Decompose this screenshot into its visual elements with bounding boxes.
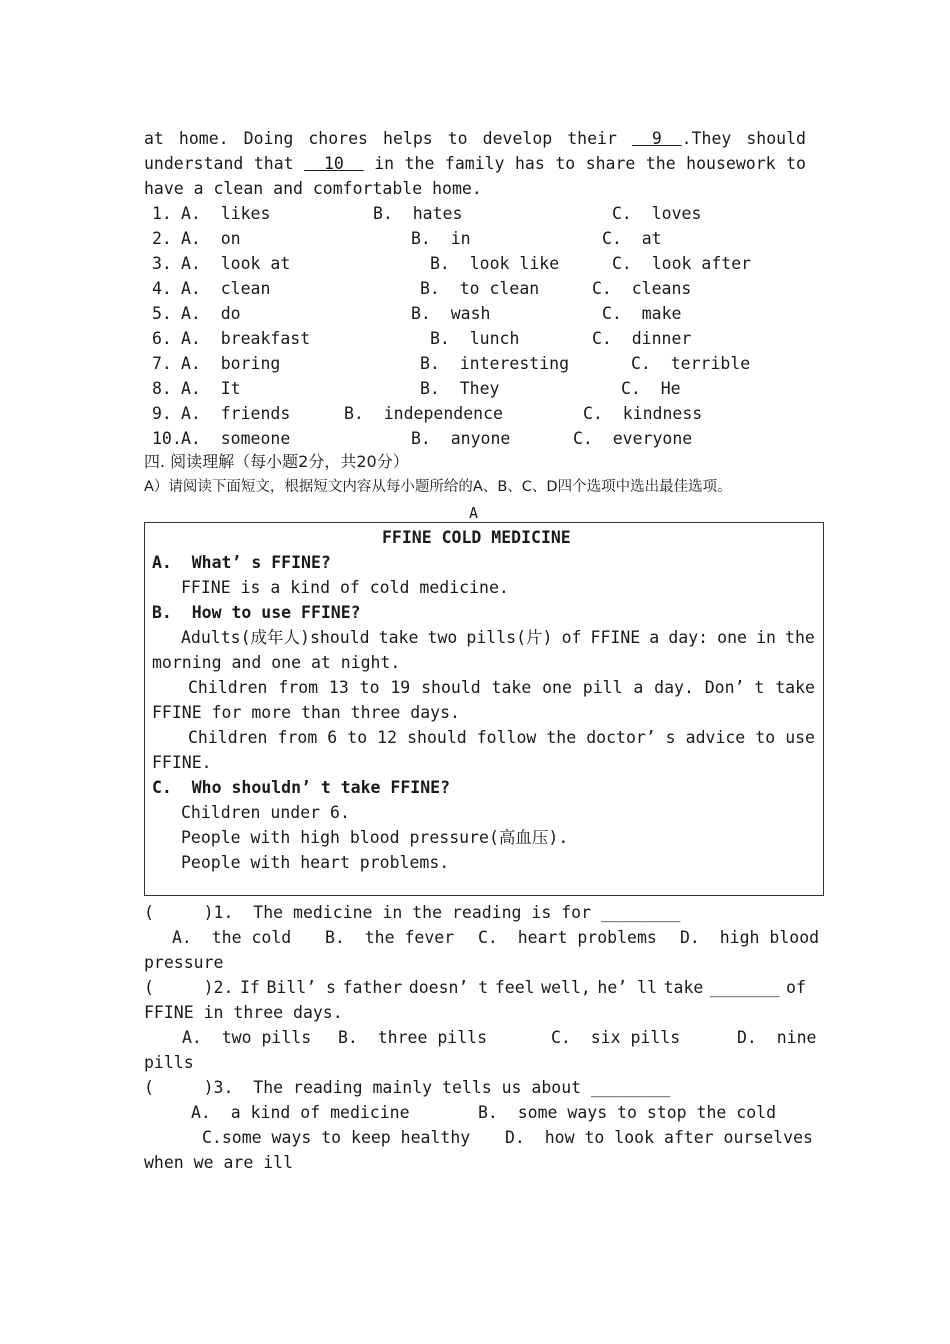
option-b[interactable]: B. wash	[411, 304, 491, 323]
restriction-children: Children under 6.	[181, 803, 350, 822]
option-c[interactable]: C. loves	[612, 204, 702, 223]
word: follow	[476, 728, 537, 747]
q3-option-a[interactable]: A. a kind of medicine	[191, 1103, 410, 1122]
q2-option-a[interactable]: A. two pills	[182, 1028, 312, 1047]
word: their	[567, 129, 617, 148]
q1-option-c[interactable]: C. heart problems	[478, 928, 657, 947]
option-c[interactable]: C. look after	[612, 254, 752, 273]
section-a-text: FFINE is a kind of cold medicine.	[181, 578, 509, 597]
word: If	[240, 978, 260, 997]
word: he’ ll	[597, 978, 658, 997]
question-number: 9.	[152, 404, 172, 423]
word: use	[785, 728, 815, 747]
word: has	[515, 154, 545, 173]
word: Children	[188, 728, 268, 747]
option-c[interactable]: C. everyone	[573, 429, 693, 448]
question-number: 3.	[152, 254, 172, 273]
word: FFINE	[590, 628, 641, 647]
blank-9[interactable]: 9	[631, 129, 682, 148]
question-number: 10.	[152, 429, 182, 448]
q2-option-d-cont: pills	[144, 1053, 194, 1072]
question-number: 2.	[152, 229, 172, 248]
word: share	[585, 154, 636, 173]
option-b[interactable]: B. look like	[430, 254, 560, 273]
word: Children	[188, 678, 268, 697]
q3-option-b[interactable]: B. some ways to stop the cold	[478, 1103, 777, 1122]
word: family	[444, 154, 505, 173]
question-number: 5.	[152, 304, 172, 323]
word: a	[633, 678, 644, 697]
adults-line-2: morning and one at night.	[152, 653, 401, 672]
answer-paren[interactable]: (	[144, 978, 154, 997]
word: in	[374, 154, 395, 173]
option-a[interactable]: A. likes	[181, 204, 271, 223]
word: one	[542, 678, 572, 697]
option-c[interactable]: C. cleans	[592, 279, 692, 298]
option-c[interactable]: C. at	[602, 229, 662, 248]
word: chores	[308, 129, 368, 148]
word: take	[378, 628, 419, 647]
q1-option-d[interactable]: D. high blood	[680, 928, 820, 947]
section-heading: 四. 阅读理解（每小题2分，共20分）	[144, 452, 409, 471]
word: home.	[178, 129, 229, 148]
q3-option-d-cont: when we are ill	[144, 1153, 294, 1172]
word: advice	[685, 728, 746, 747]
option-b[interactable]: B. interesting	[420, 354, 570, 373]
option-b[interactable]: B. lunch	[430, 329, 520, 348]
question-number: 7.	[152, 354, 172, 373]
word: two	[427, 628, 458, 647]
word: should	[421, 678, 481, 697]
word: the	[404, 154, 435, 173]
word: father	[342, 978, 403, 997]
q2-option-b[interactable]: B. three pills	[338, 1028, 488, 1047]
word: understand	[144, 154, 244, 173]
word: Don’ t	[704, 678, 765, 697]
word: that	[253, 154, 294, 173]
section-b-heading: B. How to use FFINE?	[152, 603, 361, 622]
q2-option-c[interactable]: C. six pills	[551, 1028, 681, 1047]
option-b[interactable]: B. anyone	[411, 429, 511, 448]
section-a-heading: A. What’ s FFINE?	[152, 553, 331, 572]
word: 6	[327, 728, 338, 747]
question-number: 1.	[152, 204, 172, 223]
word: in	[756, 628, 776, 647]
children-6-line	[188, 728, 815, 748]
word: helps	[383, 129, 433, 148]
passage-label: A	[469, 504, 479, 522]
adults-line	[181, 628, 815, 648]
word: to	[447, 129, 468, 148]
section-c-heading: C. Who shouldn’ t take FFINE?	[152, 778, 451, 797]
q1-option-b[interactable]: B. the fever	[325, 928, 455, 947]
option-a[interactable]: A. do	[181, 304, 241, 323]
option-b[interactable]: B. to clean	[420, 279, 540, 298]
word: should	[407, 728, 467, 747]
option-b[interactable]: B. independence	[344, 404, 503, 423]
question-2	[144, 978, 806, 998]
word: 12	[377, 728, 398, 747]
question-3: ( )3. The reading mainly tells us about ________	[144, 1078, 671, 1097]
word: should	[746, 129, 806, 148]
children-13-line	[188, 678, 815, 698]
option-c[interactable]: C. make	[602, 304, 682, 323]
word: to	[755, 728, 776, 747]
option-c[interactable]: C. terrible	[631, 354, 751, 373]
word: day:	[668, 628, 709, 647]
word: _______	[709, 978, 780, 997]
word: to	[786, 154, 806, 173]
word: Bill’ s	[266, 978, 336, 997]
option-a[interactable]: A. on	[181, 229, 241, 248]
question-1: ( )1. The medicine in the reading is for ________	[144, 903, 681, 922]
option-a[interactable]: A. breakfast	[181, 329, 311, 348]
word: pill	[582, 678, 623, 697]
word: take	[775, 678, 815, 697]
section-instruction: A）请阅读下面短文，根据短文内容从每小题所给的A、B、C、D四个选项中选出最佳选项。	[144, 479, 732, 495]
word: Adults(成年人)should	[181, 628, 370, 647]
word: doesn’ t	[408, 978, 489, 997]
question-number: 4.	[152, 279, 172, 298]
word: doctor’ s	[586, 728, 676, 747]
cloze-line-1	[144, 129, 806, 149]
option-a[interactable]: A. friends	[181, 404, 291, 423]
option-b[interactable]: B. in	[411, 229, 471, 248]
option-b[interactable]: B. hates	[373, 204, 463, 223]
option-c[interactable]: C. kindness	[583, 404, 703, 423]
option-a[interactable]: A. It	[181, 379, 241, 398]
word: from	[277, 728, 318, 747]
children-13-line-2: FFINE for more than three days.	[152, 703, 460, 722]
word: the	[645, 154, 676, 173]
word: feel	[494, 978, 535, 997]
question-number: 8.	[152, 379, 172, 398]
word: of	[786, 978, 806, 997]
option-c[interactable]: C. dinner	[592, 329, 692, 348]
word: housework	[686, 154, 776, 173]
q3-option-d[interactable]: D. how to look after ourselves	[505, 1128, 813, 1147]
blank-10[interactable]: 10	[304, 154, 364, 173]
question-number: 6.	[152, 329, 172, 348]
word: take	[491, 678, 532, 697]
cloze-line-3: have a clean and comfortable home.	[144, 179, 482, 198]
word: day.	[654, 678, 694, 697]
word: to	[359, 678, 380, 697]
q3-option-c[interactable]: C.some ways to keep healthy	[202, 1128, 471, 1147]
children-6-line-2: FFINE.	[152, 753, 212, 772]
word: a	[649, 628, 660, 647]
q1-option-a[interactable]: A. the cold	[172, 928, 292, 947]
word: .They	[681, 129, 732, 148]
word: to	[347, 728, 368, 747]
word: well,	[541, 978, 591, 997]
option-a[interactable]: A. someone	[181, 429, 291, 448]
word: Doing	[243, 129, 294, 148]
passage-title: FFINE COLD MEDICINE	[382, 528, 571, 547]
word: 13	[328, 678, 349, 697]
word: of	[561, 628, 582, 647]
q1-option-d-cont: pressure	[144, 953, 224, 972]
q-number: )2.	[203, 978, 234, 997]
option-a[interactable]: A. clean	[181, 279, 271, 298]
restriction-blood-pressure: People with high blood pressure(高血压).	[181, 828, 569, 847]
word: pills(片)	[466, 628, 553, 647]
word: the	[546, 728, 577, 747]
word: the	[785, 628, 815, 647]
option-a[interactable]: A. boring	[181, 354, 281, 373]
word: from	[278, 678, 319, 697]
word: develop	[482, 129, 553, 148]
restriction-heart: People with heart problems.	[181, 853, 450, 872]
q2-option-d[interactable]: D. nine	[737, 1028, 817, 1047]
word: at	[144, 129, 164, 148]
cloze-line-2	[144, 154, 806, 174]
option-b[interactable]: B. They	[420, 379, 500, 398]
option-c[interactable]: C. He	[621, 379, 681, 398]
question-2-cont: FFINE in three days.	[144, 1003, 343, 1022]
word: take	[663, 978, 704, 997]
option-a[interactable]: A. look at	[181, 254, 291, 273]
word: 19	[390, 678, 411, 697]
word: to	[555, 154, 576, 173]
word: one	[717, 628, 747, 647]
